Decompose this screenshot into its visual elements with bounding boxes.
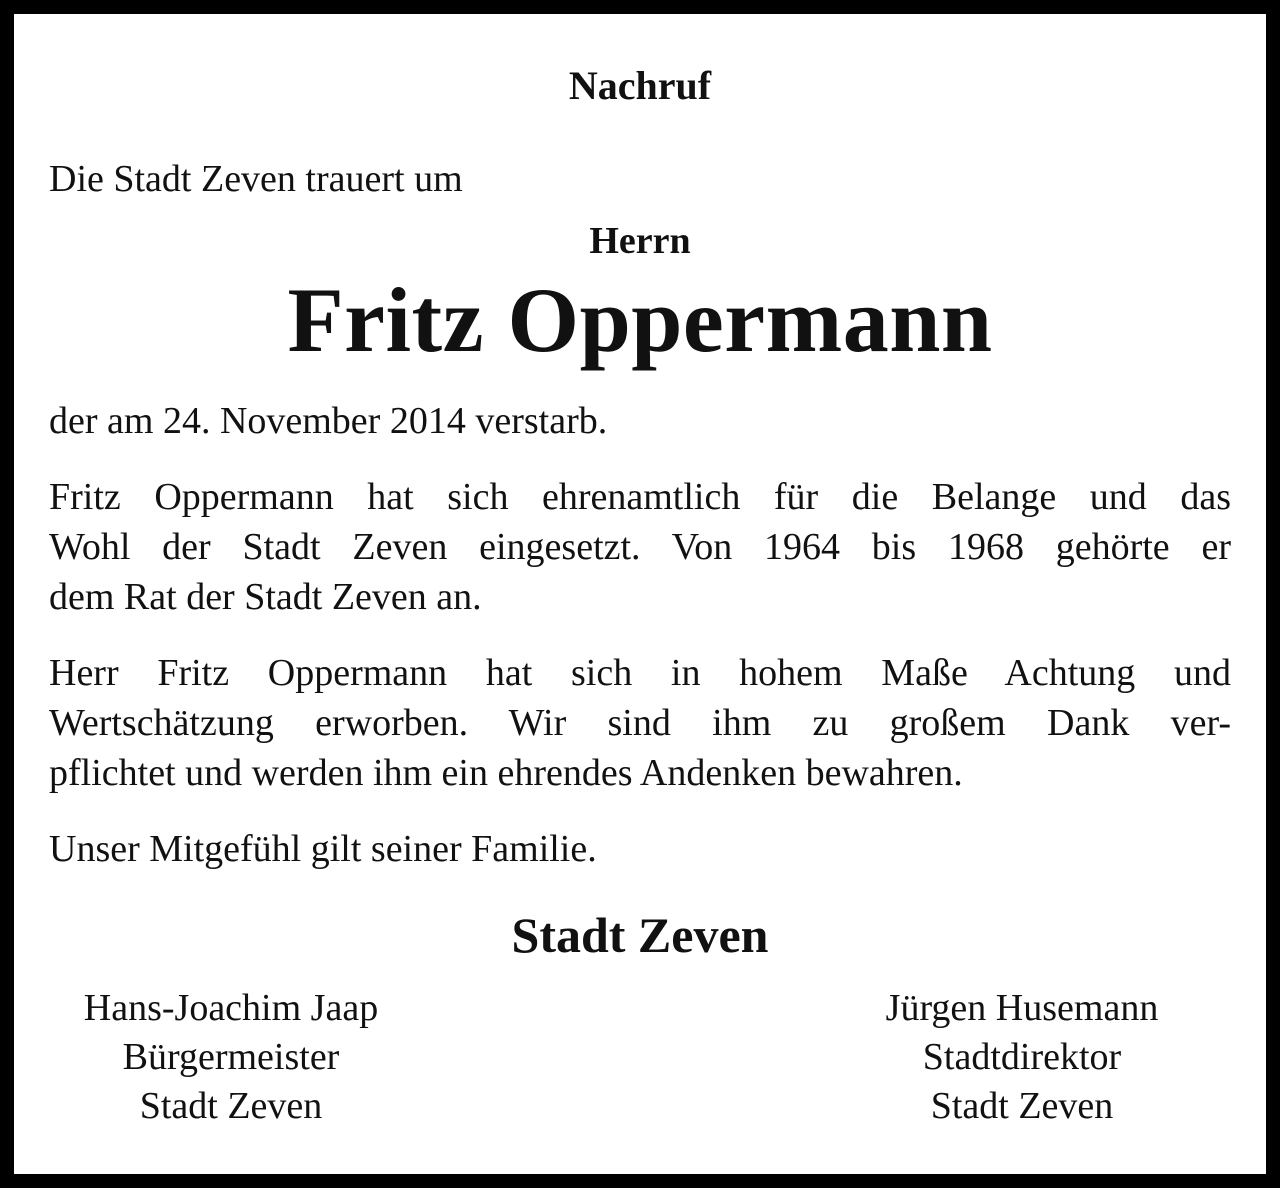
paragraph-line: dem Rat der Stadt Zeven an. — [49, 576, 482, 618]
paragraph-line: Wohl der Stadt Zeven eingesetzt. Von 1964 bis 1968 gehörte er — [49, 526, 1231, 568]
signatory-director — [852, 984, 1192, 1131]
signatory-org: Stadt Zeven — [930, 1085, 1114, 1127]
signatory-name: Hans-Joachim Jaap — [83, 987, 379, 1029]
signatory-title: Stadtdirektor — [922, 1036, 1122, 1078]
death-date-line: der am 24. November 2014 verstarb. — [49, 400, 608, 442]
obituary-notice — [14, 14, 1266, 1174]
paragraph-line: Fritz Oppermann hat sich ehrenamtlich für die Belange und das — [49, 476, 1231, 518]
signatory-title: Bürgermeister — [122, 1036, 340, 1078]
paragraph-line: Herr Fritz Oppermann hat sich in hohem Maße Achtung und — [49, 652, 1231, 694]
intro-line: Die Stadt Zeven trauert um — [49, 158, 463, 200]
organization-name: Stadt Zeven — [511, 907, 769, 963]
paragraph-service — [49, 472, 1231, 622]
notice-heading: Nachruf — [568, 63, 712, 108]
paragraph-tribute — [49, 648, 1231, 798]
condolence-line: Unser Mitgefühl gilt seiner Familie. — [49, 828, 597, 870]
signatory-org: Stadt Zeven — [139, 1085, 323, 1127]
salutation: Herrn — [589, 220, 691, 262]
paragraph-line: Wertschätzung erworben. Wir sind ihm zu großem Dank ver- — [49, 702, 1231, 744]
paragraph-line: pflichtet und werden ihm ein ehrendes Andenken bewahren. — [49, 752, 963, 794]
signatory-name: Jürgen Husemann — [885, 987, 1159, 1029]
signatory-mayor — [49, 984, 413, 1131]
deceased-name: Fritz Oppermann — [287, 269, 993, 371]
